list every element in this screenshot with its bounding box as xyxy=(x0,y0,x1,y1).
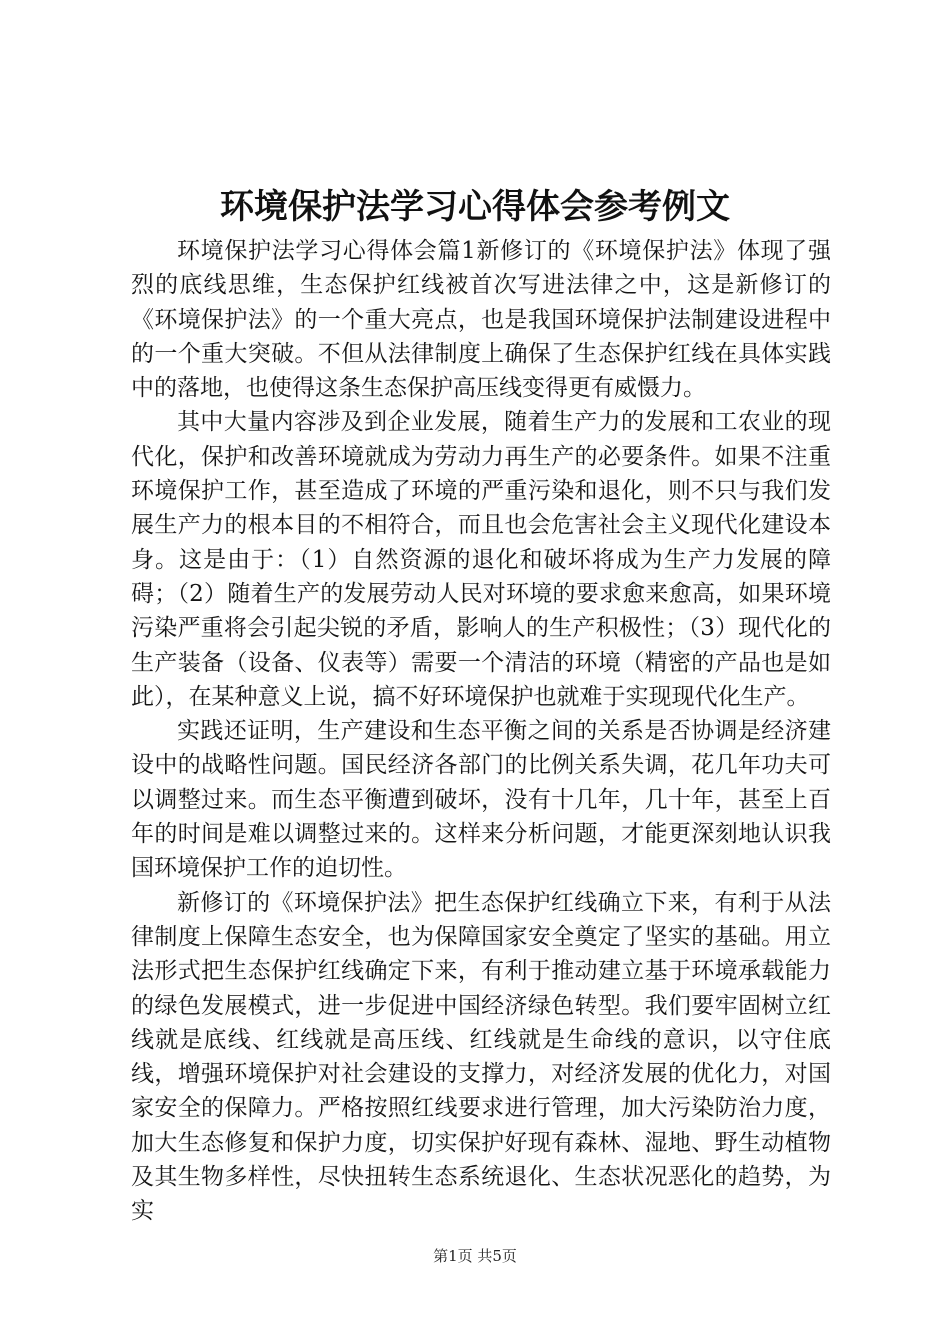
document-body xyxy=(131,234,831,1229)
paragraph-1: 环境保护法学习心得体会篇1新修订的《环境保护法》体现了强烈的底线思维，生态保护红线被首次写进法律之中，这是新修订的《环境保护法》的一个重大亮点，也是我国环境保护法制建设进程中的一个重大突破。不但从法律制度上确保了生态保护红线在具体实践中的落地，也使得这条生态保护高压线变得更有威慑力。 xyxy=(131,238,831,402)
document-title: 环境保护法学习心得体会参考例文 xyxy=(220,187,730,227)
paragraph-2: 其中大量内容涉及到企业发展，随着生产力的发展和工农业的现代化，保护和改善环境就成为劳动力再生产的必要条件。如果不注重环境保护工作，甚至造成了环境的严重污染和退化，则不只与我们发展生产力的根本目的不相符合，而且也会危害社会主义现代化建设本身。这是由于：（1）自然资源的退化和破坏将成为生产力发展的障碍；（2）随着生产的发展劳动人民对环境的要求愈来愈高，如果环境污染严重将会引起尖锐的矛盾，影响人的生产积极性；（3）现代化的生产装备（设备、仪表等）需要一个清洁的环境（精密的产品也是如此），在某种意义上说，搞不好环境保护也就难于实现现代化生产。 xyxy=(131,409,831,710)
page-footer: 第1页 共5页 xyxy=(433,1247,517,1265)
paragraph-3: 实践还证明，生产建设和生态平衡之间的关系是否协调是经济建设中的战略性问题。国民经济各部门的比例关系失调，花几年功夫可以调整过来。而生态平衡遭到破坏，没有十几年，几十年，甚至上百年的时间是难以调整过来的。这样来分析问题，才能更深刻地认识我国环境保护工作的迫切性。 xyxy=(131,718,831,882)
paragraph-4: 新修订的《环境保护法》把生态保护红线确立下来，有利于从法律制度上保障生态安全，也为保障国家安全奠定了坚实的基础。用立法形式把生态保护红线确定下来，有利于推动建立基于环境承载能力的绿色发展模式，进一步促进中国经济绿色转型。我们要牢固树立红线就是底线、红线就是高压线、红线就是生命线的意识，以守住底线，增强环境保护对社会建设的支撑力，对经济发展的优化力，对国家安全的保障力。严格按照红线要求进行管理，加大污染防治力度，加大生态修复和保护力度，切实保护好现有森林、湿地、野生动植物及其生物多样性，尽快扭转生态系统退化、生态状况恶化的趋势，为实 xyxy=(131,889,831,1225)
